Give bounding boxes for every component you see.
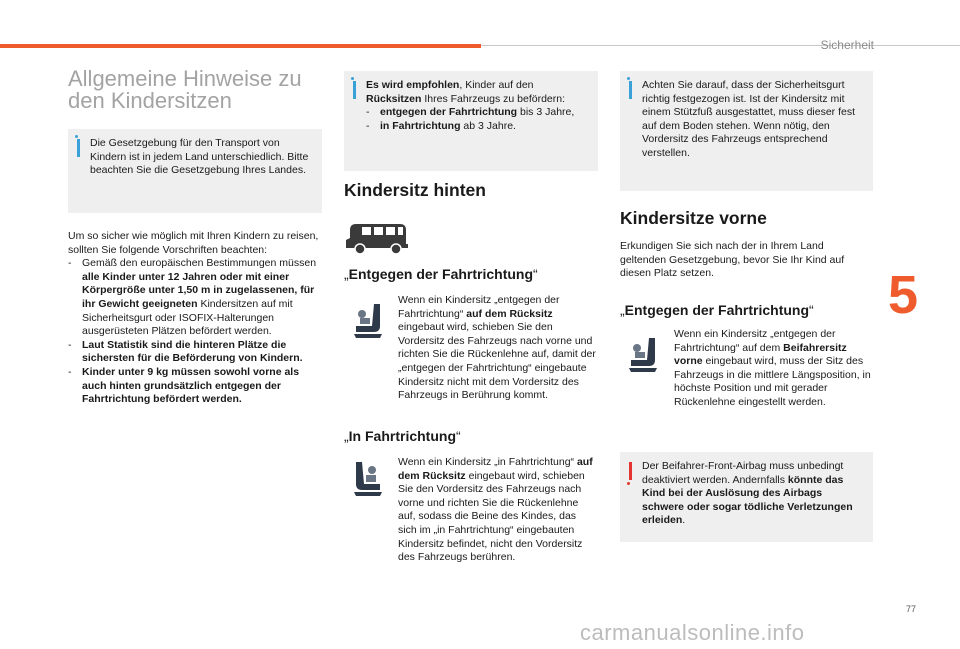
heading-rear-forward: „In Fahrtrichtung“: [344, 428, 461, 444]
intro-lead: Um so sicher wie möglich mit Ihren Kindern zu reisen, sollten Sie folgende Vorschriften beachten:: [68, 230, 319, 256]
page-number: 77: [905, 604, 916, 614]
belt-info-box: [620, 71, 873, 191]
list-item-text: Kinder unter 9 kg müssen sowohl vorne als auch hinten grundsätzlich entgegen der Fahrtrichtung befördert werden.: [82, 365, 300, 406]
list-dash: -: [68, 257, 72, 270]
page-title: Allgemeine Hinweise zu den Kindersitzen: [68, 66, 302, 113]
rear-rearward-text: Wenn ein Kindersitz „entgegen der Fahrtrichtung“ auf dem Rücksitz eingebaut wird, schieben Sie den Vordersitz des Fahrzeugs nach vorne und richten Sie die Rückenlehne auf, damit der „entgegen der Fahrtrichtung“ eingebaute Kindersitz nicht mit dem Vordersitz des Fahrzeugs in Berührung kommt.: [398, 294, 596, 402]
forward-facing-seat-icon: [350, 458, 386, 498]
intro-section: [68, 230, 326, 407]
legal-info-text: Die Gesetzgebung für den Transport von Kindern ist in jedem Land unterschiedlich. Bitte beachten Sie die Gesetzgebung Ihres Landes.: [90, 137, 309, 177]
header-divider: [481, 45, 960, 46]
list-item: [68, 257, 326, 339]
heading-front-rearward: „Entgegen der Fahrtrichtung“: [620, 302, 814, 318]
header-accent-bar: [0, 44, 481, 48]
heading-front-seat: Kindersitze vorne: [620, 208, 767, 228]
belt-info-text: Achten Sie darauf, dass der Sicherheitsgurt richtig festgezogen ist. Ist der Kindersitz mit einem Stützfuß ausgestattet, muss dieser fest auf dem Boden stehen. Wenn nötig, den Vordersitz des Fahrzeugs entsprechend verstellen.: [642, 79, 856, 159]
heading-rear-rearward: „Entgegen der Fahrtrichtung“: [344, 266, 538, 282]
recommend-text: Es wird empfohlen, Kinder auf den Rücksitzen Ihres Fahrzeugs zu befördern: - entgegen der Fahrtrichtung bis 3 Jahre, - in Fahrtrichtung ab 3 Jahre.: [366, 79, 590, 133]
front-intro-text: Erkundigen Sie sich nach der in Ihrem Land geltenden Gesetzgebung, bevor Sie Ihr Kind auf diesen Platz setzen.: [620, 240, 845, 280]
list-item-text: Gemäß den europäischen Bestimmungen müssen alle Kinder unter 12 Jahren oder mit einer Körpergröße unter 1,50 m in zugelassenen, für ihr Gewicht geeigneten Kindersitzen auf mit Sicherheitsgurt oder ISOFIX-Halterungen ausgerüsteten Plätzen befördert werden.: [82, 257, 317, 338]
watermark: carmanualsonline.info: [580, 620, 805, 645]
airbag-warning-text: Der Beifahrer-Front-Airbag muss unbedingt deaktiviert werden. Andernfalls könnte das Kind bei der Auslösung des Airbags schwere oder sogar tödliche Verletzungen erleiden.: [642, 460, 853, 527]
legal-info-box: [68, 129, 322, 213]
list-item: [68, 339, 326, 366]
recommend-info-box: [344, 71, 598, 171]
section-label: Sicherheit: [820, 38, 874, 52]
rear-facing-seat-icon: [350, 300, 386, 340]
list-item: [68, 366, 326, 407]
rear-facing-seat-icon: [625, 334, 661, 374]
chapter-number: 5: [888, 265, 919, 325]
warning-icon: [629, 462, 632, 480]
list-item: - entgegen der Fahrtrichtung bis 3 Jahre,: [366, 106, 575, 119]
heading-rear-seat: Kindersitz hinten: [344, 180, 486, 200]
info-icon: [77, 139, 80, 157]
info-icon: [353, 81, 356, 99]
info-icon: [629, 81, 632, 99]
airbag-warning-box: [620, 452, 873, 542]
list-item: - in Fahrtrichtung ab 3 Jahre.: [366, 119, 516, 132]
rear-forward-text: Wenn ein Kindersitz „in Fahrtrichtung“ auf dem Rücksitz eingebaut wird, schieben Sie den Vordersitz des Fahrzeugs nach vorne und richten Sie die Rückenlehne auf, sodass die Beine des Kindes, das sich im „in Fahrtrichtung“ eingebauten Kindersitz befindet, nicht den Vordersitz des Fahrzeugs berühren.: [398, 456, 593, 564]
van-icon: [344, 218, 410, 256]
list-item-text: Laut Statistik sind die hinteren Plätze die sichersten für die Beförderung von Kindern.: [82, 338, 303, 365]
front-rearward-text: Wenn ein Kindersitz „entgegen der Fahrtrichtung“ auf dem Beifahrersitz vorne eingebaut wird, muss der Sitz des Fahrzeugs in die mittlere Längsposition, in höchste Position und mit gerader Rückenlehne eingestellt werden.: [674, 328, 871, 408]
list-dash: -: [68, 365, 72, 378]
list-dash: -: [68, 338, 72, 351]
